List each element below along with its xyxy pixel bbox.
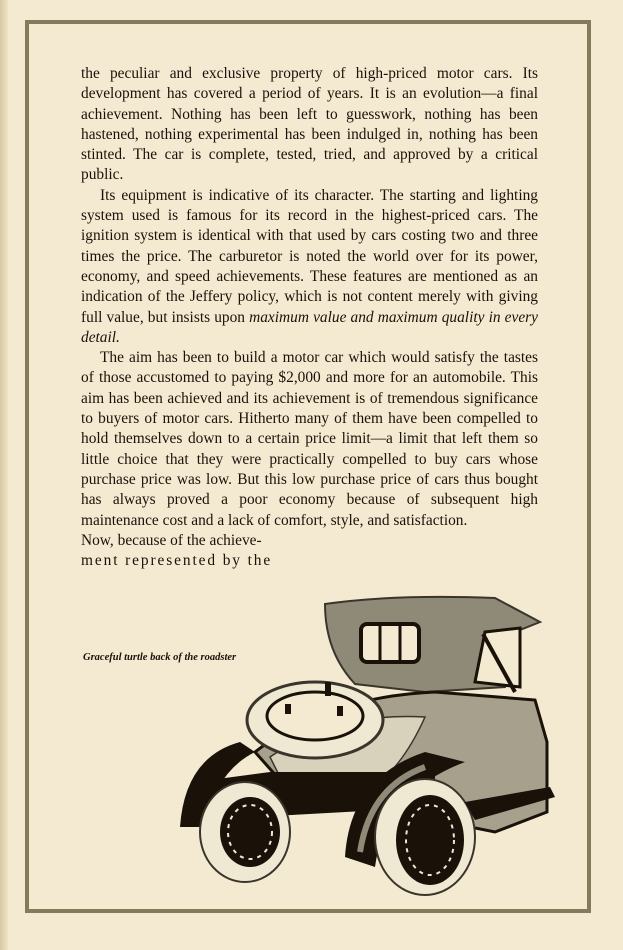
body-text — [81, 64, 538, 571]
paragraph-1-text: the peculiar and exclusive property of high-priced motor cars. Its development has covered a period of years. It is an evolution—a final achievement. Nothing has been left to guesswork, nothing has been hastened, nothing experimental has been indulged in, nothing has been stinted. The car is complete, tested, tried, and approved by a critical public. — [81, 65, 538, 184]
paragraph-2-emphasis: maximum value and maximum quality in every detail. — [81, 308, 539, 346]
illustration-caption: Graceful turtle back of the roadster — [83, 652, 237, 663]
paragraph-2 — [81, 186, 538, 348]
paragraph-3-text: The aim has been to build a motor car which would satisfy the tastes of those accustomed to paying $2,000 and more for an automobile. This aim has been achieved and its achievement is of tremendous significance to buyers of motor cars. Hitherto many of them have been compelled to hold themselves down to a certain price limit—a limit that left them so little choice that they were practically compelled to buy cars whose purchase price was low. But this low purchase price of cars thus bought has always proved a poor economy because of subsequent high maintenance cost and a lack of comfort, style, and satisfaction. — [81, 349, 538, 529]
trailing-line-2: ment represented by the — [81, 552, 273, 570]
paragraph-3 — [81, 348, 538, 531]
paragraph-1 — [81, 64, 538, 186]
paragraph-2-text: Its equipment is indicative of its character. The starting and lighting system used is famous for its record in the highest-priced cars. The ignition system is identical with that used by cars costing two and three times the price. The carburetor is noted the world over for its power, economy, and speed achievements. These features are mentioned as an indication of the Jeffery policy, which is not content merely with giving full value, but insists upon — [81, 186, 538, 326]
roadster-illustration — [175, 592, 575, 897]
trailing-line-1: Now, because of the achieve- — [81, 531, 262, 549]
trailing-lines — [81, 531, 306, 572]
page-edge — [0, 0, 8, 950]
